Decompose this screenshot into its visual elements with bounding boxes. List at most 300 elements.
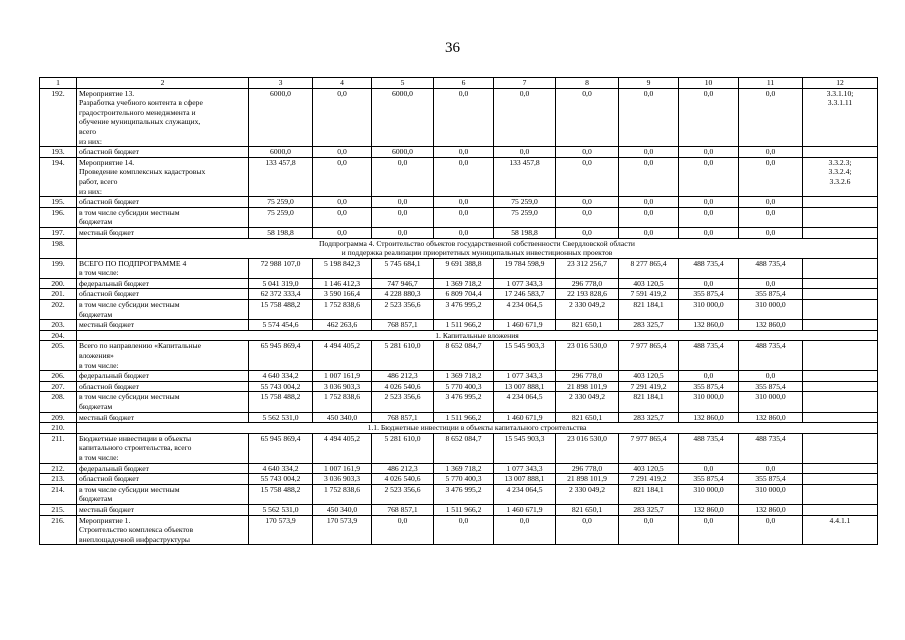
amount-cell: 5 041 319,0 bbox=[249, 278, 313, 289]
target-code bbox=[803, 341, 878, 371]
item-name-line: бюджетам bbox=[79, 402, 113, 411]
table-row bbox=[40, 474, 878, 485]
amount-cell: 355 875,4 bbox=[679, 381, 739, 392]
amount-cell: 1 146 412,3 bbox=[313, 278, 372, 289]
amount-cell: 72 988 107,0 bbox=[249, 258, 313, 278]
amount-cell: 55 743 004,2 bbox=[249, 474, 313, 485]
amount-cell: 5 745 684,1 bbox=[372, 258, 434, 278]
amount-cell: 283 325,7 bbox=[619, 504, 679, 515]
amount-cell: 75 259,0 bbox=[494, 197, 556, 208]
amount-cell: 4 494 405,2 bbox=[313, 341, 372, 371]
target-code bbox=[803, 381, 878, 392]
amount-cell: 0,0 bbox=[556, 157, 619, 196]
amount-cell: 0,0 bbox=[679, 88, 739, 147]
target-code bbox=[803, 371, 878, 382]
item-name-line: областной бюджет bbox=[79, 474, 139, 484]
target-code bbox=[803, 157, 878, 196]
amount-cell: 1 077 343,3 bbox=[494, 463, 556, 474]
table-row bbox=[40, 227, 878, 238]
amount-cell: 3 476 995,2 bbox=[434, 392, 494, 412]
section-title bbox=[77, 330, 878, 341]
item-name bbox=[77, 300, 249, 320]
item-name-line: внеплощадочной инфраструктуры bbox=[79, 534, 190, 544]
amount-cell: 0,0 bbox=[679, 147, 739, 158]
row-number: 207. bbox=[40, 381, 77, 392]
amount-cell: 0,0 bbox=[556, 147, 619, 158]
section-title-line: и поддержка реализации приоритетных муниципальных инвестиционных проектов bbox=[341, 248, 613, 258]
amount-cell: 0,0 bbox=[434, 147, 494, 158]
amount-cell: 6000,0 bbox=[249, 147, 313, 158]
amount-cell: 6000,0 bbox=[249, 88, 313, 147]
item-name bbox=[77, 278, 249, 289]
item-name bbox=[77, 504, 249, 515]
amount-cell: 1 077 343,3 bbox=[494, 278, 556, 289]
amount-cell: 17 246 583,7 bbox=[494, 289, 556, 300]
amount-cell: 0,0 bbox=[679, 197, 739, 208]
table-row bbox=[40, 157, 878, 196]
row-number: 206. bbox=[40, 371, 77, 382]
table-row bbox=[40, 412, 878, 423]
item-name-line: градостроительного менеджмента и bbox=[79, 107, 196, 117]
target-code bbox=[803, 463, 878, 474]
table-row bbox=[40, 320, 878, 331]
amount-cell: 0,0 bbox=[739, 371, 803, 382]
amount-cell: 1 007 161,9 bbox=[313, 371, 372, 382]
amount-cell: 3 036 903,3 bbox=[313, 381, 372, 392]
amount-cell: 488 735,4 bbox=[739, 433, 803, 463]
item-name bbox=[77, 147, 249, 158]
row-number: 198. bbox=[40, 238, 77, 258]
section-title-line: 1. Капитальные вложения bbox=[435, 330, 519, 340]
item-name-line: федеральный бюджет bbox=[79, 278, 149, 288]
amount-cell: 462 263,6 bbox=[313, 320, 372, 331]
target-code bbox=[803, 278, 878, 289]
item-name-line: местный бюджет bbox=[79, 504, 135, 514]
amount-cell: 0,0 bbox=[434, 157, 494, 196]
amount-cell: 355 875,4 bbox=[679, 289, 739, 300]
item-name-line: всего bbox=[79, 126, 97, 136]
amount-cell: 0,0 bbox=[619, 515, 679, 545]
amount-cell: 283 325,7 bbox=[619, 320, 679, 331]
amount-cell: 15 545 903,3 bbox=[494, 341, 556, 371]
table-row bbox=[40, 433, 878, 463]
amount-cell: 488 735,4 bbox=[679, 433, 739, 463]
amount-cell: 15 758 488,2 bbox=[249, 484, 313, 504]
amount-cell: 355 875,4 bbox=[739, 381, 803, 392]
target-code bbox=[803, 504, 878, 515]
amount-cell: 5 562 531,0 bbox=[249, 504, 313, 515]
amount-cell: 132 860,0 bbox=[679, 412, 739, 423]
amount-cell: 488 735,4 bbox=[739, 258, 803, 278]
item-name-line: Мероприятие 13. bbox=[79, 88, 135, 98]
row-number: 205. bbox=[40, 341, 77, 371]
amount-cell: 310 000,0 bbox=[739, 392, 803, 412]
row-number: 214. bbox=[40, 484, 77, 504]
amount-cell: 13 007 888,1 bbox=[494, 474, 556, 485]
item-name bbox=[77, 515, 249, 545]
item-name-line: бюджетам bbox=[79, 309, 113, 319]
amount-cell: 486 212,3 bbox=[372, 371, 434, 382]
target-code bbox=[803, 227, 878, 238]
amount-cell: 821 184,1 bbox=[619, 300, 679, 320]
amount-cell: 22 193 828,6 bbox=[556, 289, 619, 300]
amount-cell: 0,0 bbox=[679, 463, 739, 474]
target-code-line: 3.3.1.10; bbox=[826, 88, 854, 98]
amount-cell: 3 036 903,3 bbox=[313, 474, 372, 485]
row-number: 212. bbox=[40, 463, 77, 474]
amount-cell: 4 234 064,5 bbox=[494, 392, 556, 412]
amount-cell: 0,0 bbox=[494, 147, 556, 158]
amount-cell: 488 735,4 bbox=[739, 341, 803, 371]
amount-cell: 1 511 966,2 bbox=[434, 320, 494, 331]
item-name bbox=[77, 197, 249, 208]
target-code bbox=[803, 433, 878, 463]
page-number: 36 bbox=[445, 40, 460, 56]
amount-cell: 132 860,0 bbox=[739, 504, 803, 515]
amount-cell: 4 234 064,5 bbox=[494, 484, 556, 504]
amount-cell: 821 650,1 bbox=[556, 320, 619, 331]
amount-cell: 4 228 880,3 bbox=[372, 289, 434, 300]
item-name-line: Проведение комплексных кадастровых bbox=[79, 167, 206, 177]
amount-cell: 0,0 bbox=[739, 463, 803, 474]
amount-cell: 7 977 865,4 bbox=[619, 341, 679, 371]
amount-cell: 0,0 bbox=[372, 157, 434, 196]
target-code bbox=[803, 289, 878, 300]
amount-cell: 0,0 bbox=[679, 371, 739, 382]
column-number: 4 bbox=[313, 78, 372, 89]
amount-cell: 23 016 530,0 bbox=[556, 433, 619, 463]
row-number: 203. bbox=[40, 320, 77, 331]
amount-cell: 9 691 388,8 bbox=[434, 258, 494, 278]
target-code-line: 3.3.2.3; bbox=[828, 157, 852, 167]
amount-cell: 0,0 bbox=[313, 147, 372, 158]
section-title bbox=[77, 423, 878, 434]
item-name bbox=[77, 320, 249, 331]
amount-cell: 0,0 bbox=[313, 207, 372, 227]
target-code bbox=[803, 474, 878, 485]
target-code bbox=[803, 300, 878, 320]
amount-cell: 0,0 bbox=[739, 147, 803, 158]
item-name bbox=[77, 258, 249, 278]
item-name-line: Строительство комплекса объектов bbox=[79, 525, 194, 535]
item-name-line: местный бюджет bbox=[79, 227, 135, 237]
amount-cell: 75 259,0 bbox=[249, 197, 313, 208]
row-number: 210. bbox=[40, 423, 77, 434]
amount-cell: 0,0 bbox=[556, 515, 619, 545]
amount-cell: 0,0 bbox=[739, 88, 803, 147]
amount-cell: 133 457,8 bbox=[249, 157, 313, 196]
amount-cell: 0,0 bbox=[619, 147, 679, 158]
amount-cell: 75 259,0 bbox=[249, 207, 313, 227]
amount-cell: 0,0 bbox=[434, 227, 494, 238]
amount-cell: 1 077 343,3 bbox=[494, 371, 556, 382]
table-row bbox=[40, 289, 878, 300]
item-name-line: Мероприятие 14. bbox=[79, 157, 135, 167]
amount-cell: 6000,0 bbox=[372, 147, 434, 158]
amount-cell: 0,0 bbox=[556, 88, 619, 147]
amount-cell: 0,0 bbox=[619, 157, 679, 196]
amount-cell: 0,0 bbox=[372, 515, 434, 545]
amount-cell: 0,0 bbox=[679, 207, 739, 227]
amount-cell: 23 016 530,0 bbox=[556, 341, 619, 371]
column-number: 1 bbox=[40, 78, 77, 89]
amount-cell: 821 184,1 bbox=[619, 484, 679, 504]
amount-cell: 310 000,0 bbox=[679, 484, 739, 504]
item-name-line: бюджетам bbox=[79, 494, 113, 504]
amount-cell: 5 198 842,3 bbox=[313, 258, 372, 278]
amount-cell: 3 476 995,2 bbox=[434, 300, 494, 320]
amount-cell: 355 875,4 bbox=[679, 474, 739, 485]
amount-cell: 0,0 bbox=[434, 515, 494, 545]
amount-cell: 296 778,0 bbox=[556, 278, 619, 289]
table-row bbox=[40, 147, 878, 158]
item-name bbox=[77, 88, 249, 147]
amount-cell: 0,0 bbox=[313, 197, 372, 208]
amount-cell: 450 340,0 bbox=[313, 504, 372, 515]
amount-cell: 5 770 400,3 bbox=[434, 381, 494, 392]
amount-cell: 403 120,5 bbox=[619, 278, 679, 289]
table-row bbox=[40, 341, 878, 371]
amount-cell: 1 460 671,9 bbox=[494, 412, 556, 423]
section-row bbox=[40, 330, 878, 341]
table-row bbox=[40, 88, 878, 147]
amount-cell: 0,0 bbox=[313, 157, 372, 196]
item-name-line: в том числе субсидии местным bbox=[79, 484, 180, 494]
amount-cell: 0,0 bbox=[619, 227, 679, 238]
column-number: 10 bbox=[679, 78, 739, 89]
target-code bbox=[803, 392, 878, 412]
target-code bbox=[803, 197, 878, 208]
amount-cell: 488 735,4 bbox=[679, 341, 739, 371]
amount-cell: 132 860,0 bbox=[739, 320, 803, 331]
amount-cell: 0,0 bbox=[679, 227, 739, 238]
amount-cell: 2 330 049,2 bbox=[556, 484, 619, 504]
column-number: 5 bbox=[372, 78, 434, 89]
target-code bbox=[803, 515, 878, 545]
amount-cell: 8 652 084,7 bbox=[434, 433, 494, 463]
item-name-line: вложения» bbox=[79, 351, 114, 361]
amount-cell: 1 369 718,2 bbox=[434, 278, 494, 289]
column-number: 3 bbox=[249, 78, 313, 89]
amount-cell: 6000,0 bbox=[372, 88, 434, 147]
amount-cell: 58 198,8 bbox=[249, 227, 313, 238]
column-number: 7 bbox=[494, 78, 556, 89]
amount-cell: 1 460 671,9 bbox=[494, 504, 556, 515]
row-number: 208. bbox=[40, 392, 77, 412]
table-row bbox=[40, 207, 878, 227]
column-number-row bbox=[40, 78, 878, 89]
item-name-line: ВСЕГО ПО ПОДПРОГРАММЕ 4 bbox=[79, 258, 187, 268]
amount-cell: 450 340,0 bbox=[313, 412, 372, 423]
amount-cell: 488 735,4 bbox=[679, 258, 739, 278]
amount-cell: 55 743 004,2 bbox=[249, 381, 313, 392]
amount-cell: 2 523 356,6 bbox=[372, 300, 434, 320]
column-number: 8 bbox=[556, 78, 619, 89]
amount-cell: 821 650,1 bbox=[556, 412, 619, 423]
amount-cell: 3 476 995,2 bbox=[434, 484, 494, 504]
amount-cell: 4 026 540,6 bbox=[372, 381, 434, 392]
target-code-line: 3.3.2.6 bbox=[829, 176, 851, 186]
item-name-line: из них: bbox=[79, 136, 102, 146]
target-code bbox=[803, 207, 878, 227]
item-name-line: в том числе субсидии местным bbox=[79, 207, 180, 217]
target-code bbox=[803, 88, 878, 147]
amount-cell: 170 573,9 bbox=[249, 515, 313, 545]
amount-cell: 0,0 bbox=[313, 227, 372, 238]
item-name-line: областной бюджет bbox=[79, 381, 139, 391]
item-name-line: работ, всего bbox=[79, 176, 118, 186]
row-number: 209. bbox=[40, 412, 77, 423]
table-row bbox=[40, 484, 878, 504]
item-name-line: местный бюджет bbox=[79, 412, 135, 422]
amount-cell: 21 898 101,9 bbox=[556, 381, 619, 392]
item-name bbox=[77, 227, 249, 238]
section-title bbox=[77, 238, 878, 258]
item-name bbox=[77, 371, 249, 382]
table-row bbox=[40, 381, 878, 392]
item-name-line: федеральный бюджет bbox=[79, 463, 149, 473]
amount-cell: 1 369 718,2 bbox=[434, 463, 494, 474]
amount-cell: 5 281 610,0 bbox=[372, 433, 434, 463]
amount-cell: 1 752 838,6 bbox=[313, 392, 372, 412]
table-row bbox=[40, 278, 878, 289]
amount-cell: 21 898 101,9 bbox=[556, 474, 619, 485]
amount-cell: 0,0 bbox=[739, 207, 803, 227]
target-code-line: 3.3.2.4; bbox=[828, 167, 852, 177]
amount-cell: 0,0 bbox=[739, 278, 803, 289]
amount-cell: 4 640 334,2 bbox=[249, 463, 313, 474]
section-title-line: 1.1. Бюджетные инвестиции в объекты капитального строительства bbox=[367, 423, 587, 433]
amount-cell: 2 330 049,2 bbox=[556, 392, 619, 412]
amount-cell: 19 784 598,9 bbox=[494, 258, 556, 278]
amount-cell: 0,0 bbox=[372, 197, 434, 208]
row-number: 201. bbox=[40, 289, 77, 300]
table-row bbox=[40, 258, 878, 278]
amount-cell: 1 007 161,9 bbox=[313, 463, 372, 474]
amount-cell: 8 652 084,7 bbox=[434, 341, 494, 371]
amount-cell: 0,0 bbox=[739, 197, 803, 208]
amount-cell: 132 860,0 bbox=[679, 504, 739, 515]
item-name-line: в том числе субсидии местным bbox=[79, 300, 180, 310]
amount-cell: 355 875,4 bbox=[739, 474, 803, 485]
amount-cell: 23 312 256,7 bbox=[556, 258, 619, 278]
section-title-line: Подпрограмма 4. Строительство объектов государственной собственности Свердловской области bbox=[319, 238, 635, 248]
row-number: 199. bbox=[40, 258, 77, 278]
item-name-line: в том числе субсидии местным bbox=[79, 392, 180, 402]
amount-cell: 75 259,0 bbox=[494, 207, 556, 227]
row-number: 195. bbox=[40, 197, 77, 208]
amount-cell: 0,0 bbox=[434, 197, 494, 208]
amount-cell: 5 281 610,0 bbox=[372, 341, 434, 371]
amount-cell: 65 945 869,4 bbox=[249, 433, 313, 463]
item-name-line: в том числе: bbox=[79, 360, 119, 370]
item-name-line: областной бюджет bbox=[79, 197, 139, 207]
item-name-line: в том числе: bbox=[79, 452, 119, 462]
row-number: 202. bbox=[40, 300, 77, 320]
amount-cell: 65 945 869,4 bbox=[249, 341, 313, 371]
amount-cell: 283 325,7 bbox=[619, 412, 679, 423]
amount-cell: 5 770 400,3 bbox=[434, 474, 494, 485]
item-name-line: обучение муниципальных служащих, bbox=[79, 117, 201, 127]
row-number: 192. bbox=[40, 88, 77, 147]
target-code bbox=[803, 320, 878, 331]
amount-cell: 0,0 bbox=[619, 88, 679, 147]
item-name bbox=[77, 207, 249, 227]
amount-cell: 0,0 bbox=[679, 278, 739, 289]
row-number: 213. bbox=[40, 474, 77, 485]
item-name bbox=[77, 484, 249, 504]
amount-cell: 403 120,5 bbox=[619, 463, 679, 474]
amount-cell: 1 752 838,6 bbox=[313, 484, 372, 504]
item-name-line: капитального строительства, всего bbox=[79, 443, 192, 453]
item-name bbox=[77, 341, 249, 371]
item-name bbox=[77, 412, 249, 423]
amount-cell: 0,0 bbox=[313, 88, 372, 147]
row-number: 215. bbox=[40, 504, 77, 515]
row-number: 200. bbox=[40, 278, 77, 289]
amount-cell: 1 460 671,9 bbox=[494, 320, 556, 331]
amount-cell: 15 758 488,2 bbox=[249, 392, 313, 412]
amount-cell: 15 758 488,2 bbox=[249, 300, 313, 320]
item-name bbox=[77, 463, 249, 474]
amount-cell: 747 946,7 bbox=[372, 278, 434, 289]
amount-cell: 3 590 166,4 bbox=[313, 289, 372, 300]
target-code bbox=[803, 484, 878, 504]
item-name-line: Бюджетные инвестиции в объекты bbox=[79, 433, 192, 443]
amount-cell: 1 369 718,2 bbox=[434, 371, 494, 382]
amount-cell: 15 545 903,3 bbox=[494, 433, 556, 463]
amount-cell: 4 640 334,2 bbox=[249, 371, 313, 382]
amount-cell: 403 120,5 bbox=[619, 371, 679, 382]
amount-cell: 132 860,0 bbox=[679, 320, 739, 331]
item-name-line: в том числе: bbox=[79, 268, 119, 278]
item-name bbox=[77, 433, 249, 463]
amount-cell: 7 291 419,2 bbox=[619, 381, 679, 392]
row-number: 211. bbox=[40, 433, 77, 463]
column-number: 12 bbox=[803, 78, 878, 89]
row-number: 194. bbox=[40, 157, 77, 196]
amount-cell: 132 860,0 bbox=[739, 412, 803, 423]
item-name bbox=[77, 381, 249, 392]
amount-cell: 2 330 049,2 bbox=[556, 300, 619, 320]
target-code bbox=[803, 147, 878, 158]
table-row bbox=[40, 197, 878, 208]
table-row bbox=[40, 371, 878, 382]
amount-cell: 486 212,3 bbox=[372, 463, 434, 474]
amount-cell: 0,0 bbox=[372, 227, 434, 238]
table-body bbox=[40, 78, 878, 545]
column-number: 6 bbox=[434, 78, 494, 89]
row-number: 216. bbox=[40, 515, 77, 545]
table-row bbox=[40, 300, 878, 320]
amount-cell: 768 857,1 bbox=[372, 320, 434, 331]
amount-cell: 0,0 bbox=[494, 88, 556, 147]
amount-cell: 170 573,9 bbox=[313, 515, 372, 545]
amount-cell: 6 809 704,4 bbox=[434, 289, 494, 300]
column-number: 11 bbox=[739, 78, 803, 89]
amount-cell: 2 523 356,6 bbox=[372, 392, 434, 412]
amount-cell: 768 857,1 bbox=[372, 412, 434, 423]
amount-cell: 0,0 bbox=[556, 197, 619, 208]
amount-cell: 5 562 531,0 bbox=[249, 412, 313, 423]
amount-cell: 133 457,8 bbox=[494, 157, 556, 196]
amount-cell: 310 000,0 bbox=[739, 484, 803, 504]
item-name-line: областной бюджет bbox=[79, 147, 139, 157]
amount-cell: 0,0 bbox=[556, 227, 619, 238]
table-row bbox=[40, 463, 878, 474]
item-name bbox=[77, 474, 249, 485]
item-name-line: федеральный бюджет bbox=[79, 371, 149, 381]
